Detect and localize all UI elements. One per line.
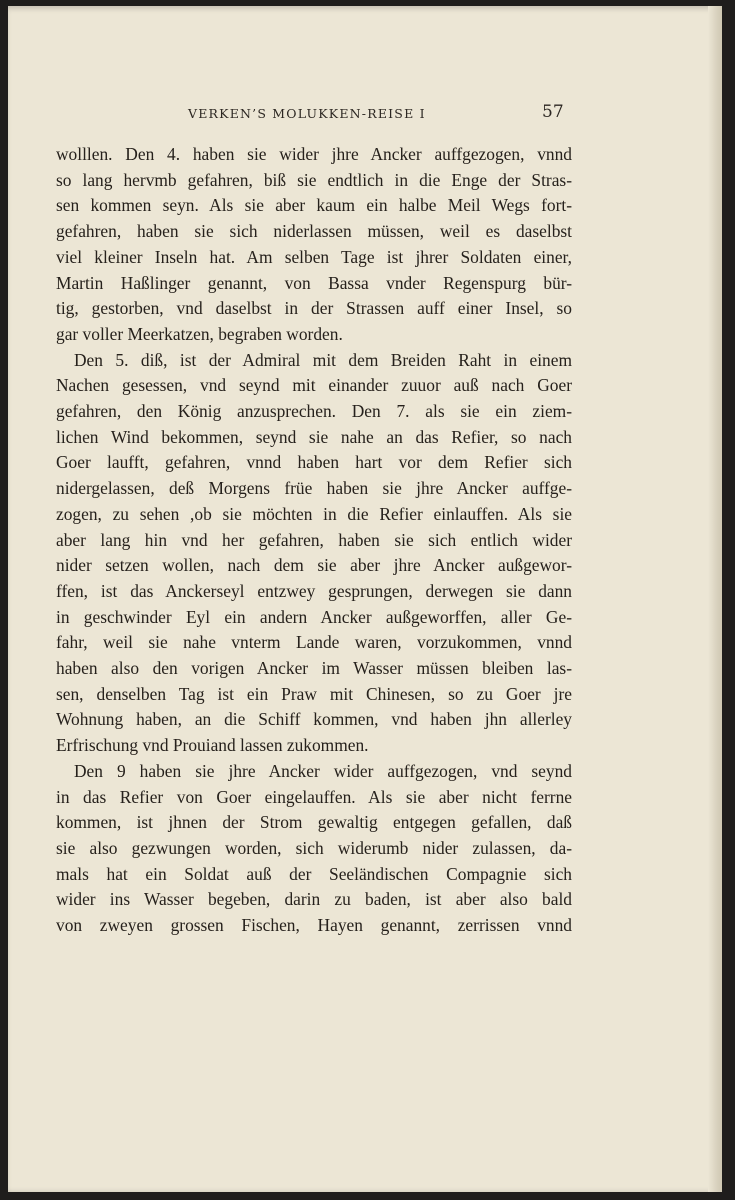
text-line: Den 9 haben sie jhre Ancker wider auffgezogen, vnd seynd — [74, 760, 572, 781]
text-line: nidergelassen, deß Morgens früe haben sie jhre Ancker auffge- — [56, 478, 572, 499]
text-line: aber lang hin vnd her gefahren, haben sie sich entlich wider — [56, 529, 572, 550]
text-line: mals hat ein Soldat auß der Seeländischen Compagnie sich — [56, 863, 572, 884]
text-line: wider ins Wasser begeben, darin zu baden, ist aber also bald — [56, 889, 572, 910]
text-line: zogen, zu sehen ,ob sie möchten in die Refier einlauffen. Als sie — [56, 503, 572, 524]
text-line: lichen Wind bekommen, seynd sie nahe an das Refier, so nach — [56, 426, 572, 447]
text-line: ffen, ist das Anckerseyl entzwey gesprungen, derwegen sie dann — [56, 580, 572, 601]
text-line: so lang hervmb gefahren, biß sie endtlich in die Enge der Stras- — [56, 169, 572, 190]
text-line: tig, gestorben, vnd daselbst in der Strassen auff einer Insel, so — [56, 298, 572, 319]
text-line: haben also den vorigen Ancker im Wasser müssen bleiben las- — [56, 658, 572, 679]
text-line: kommen, ist jhnen der Strom gewaltig entgegen gefallen, daß — [56, 812, 572, 833]
text-line: Erfrischung vnd Prouiand lassen zukommen. — [56, 735, 369, 756]
body-text — [56, 142, 572, 939]
book-page — [8, 6, 722, 1192]
text-line: gar voller Meerkatzen, begraben worden. — [56, 323, 343, 344]
text-line: sie also gezwungen worden, sich widerumb nider zulassen, da- — [56, 837, 572, 858]
text-line: sen, denselben Tag ist ein Praw mit Chinesen, so zu Goer jre — [56, 683, 572, 704]
page-edge-shadow — [708, 6, 722, 1192]
text-line: Den 5. diß, ist der Admiral mit dem Breiden Raht in einem — [74, 349, 572, 370]
text-line: in geschwinder Eyl ein andern Ancker außgeworffen, aller Ge- — [56, 606, 572, 627]
text-line: fahr, weil sie nahe vnterm Lande waren, vorzukommen, vnnd — [56, 632, 572, 653]
text-line: wolllen. Den 4. haben sie wider jhre Ancker auffgezogen, vnnd — [56, 144, 572, 164]
text-line: viel kleiner Inseln hat. Am selben Tage ist jhrer Soldaten einer, — [56, 246, 572, 267]
running-head-title: VERKEN’S MOLUKKEN-REISE I — [188, 106, 426, 121]
text-line: Nachen gesessen, vnd seynd mit einander zuuor auß nach Goer — [56, 375, 572, 396]
text-line: Martin Haßlinger genannt, von Bassa vnder Regenspurg bür- — [56, 272, 572, 293]
text-line: Wohnung haben, an die Schiff kommen, vnd haben jhn allerley — [56, 709, 572, 730]
page-number: 57 — [542, 102, 564, 122]
text-line: in das Refier von Goer eingelauffen. Als sie aber nicht ferrne — [56, 786, 572, 807]
text-line: sen kommen seyn. Als sie aber kaum ein halbe Meil Wegs fort- — [56, 195, 572, 216]
text-line: von zweyen grossen Fischen, Hayen genannt, zerrissen vnnd — [56, 915, 572, 936]
text-line: gefahren, den König anzusprechen. Den 7. als sie ein ziem- — [56, 401, 572, 422]
text-line: Goer laufft, gefahren, vnnd haben hart vor dem Refier sich — [56, 452, 572, 473]
text-line: gefahren, haben sie sich niderlassen müssen, weil es daselbst — [56, 221, 572, 242]
text-line: nider setzen wollen, nach dem sie aber jhre Ancker außgewor- — [56, 555, 572, 576]
